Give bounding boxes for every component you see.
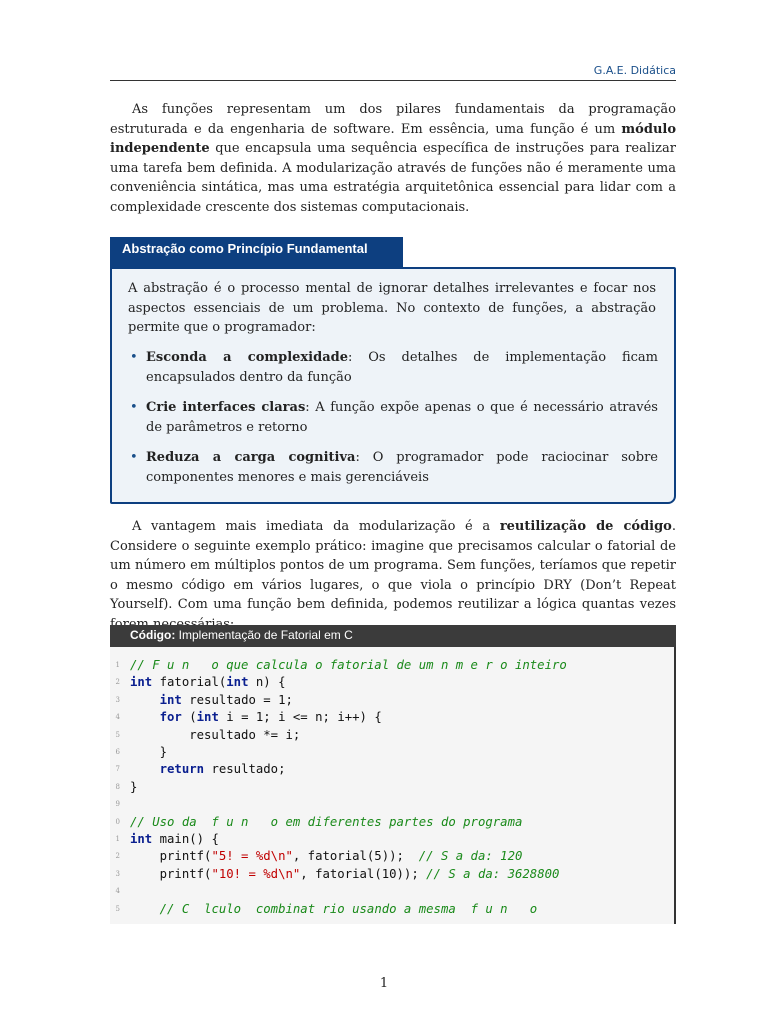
code-comment: // C lculo combinat rio usando a mesma f u n o xyxy=(159,901,538,916)
line-number: 3 xyxy=(115,695,120,704)
header-title: G.A.E. Didática xyxy=(593,64,676,77)
paragraph-bold-term: reutilização de código xyxy=(499,519,672,534)
code-token: main() { xyxy=(152,832,219,846)
paragraph-bold-term: módulo independente xyxy=(110,121,676,157)
code-token: resultado = 1; xyxy=(181,692,293,707)
bullet-term: Crie interfaces claras xyxy=(146,400,306,416)
code-text xyxy=(130,866,559,883)
line-number: 4 xyxy=(115,713,120,722)
line-number: 2 xyxy=(115,678,120,687)
code-line xyxy=(110,692,674,709)
line-number: 4 xyxy=(115,887,120,896)
code-text xyxy=(130,761,285,778)
code-text xyxy=(130,831,219,848)
bullet-icon: • xyxy=(130,400,138,416)
code-keyword: for xyxy=(159,710,182,725)
code-line xyxy=(110,901,674,918)
paragraph-text: A vantagem mais imediata da modularização é a xyxy=(132,519,500,534)
line-number: 6 xyxy=(115,748,120,756)
code-token: } xyxy=(130,779,138,794)
code-line xyxy=(110,674,674,691)
code-caption-text: Implementação de Fatorial em C xyxy=(175,628,353,642)
code-keyword: int xyxy=(130,832,153,846)
code-text xyxy=(130,814,522,831)
bullet-text: : Os detalhes de implementação ficam encapsulados dentro da função xyxy=(146,350,659,385)
code-text xyxy=(130,692,293,709)
bullet-term: Esconda a complexidade xyxy=(146,350,348,365)
code-comment: // F u n o que calcula o fatorial de um n m e r o inteiro xyxy=(130,658,567,672)
code-token xyxy=(130,710,160,724)
code-text xyxy=(130,727,300,744)
code-token xyxy=(130,762,160,776)
page-number: 1 xyxy=(379,976,389,991)
code-line xyxy=(110,727,674,744)
line-number: 3 xyxy=(115,869,120,878)
code-string: "5! = %d\n" xyxy=(211,849,293,864)
abstraction-box-intro: A abstração é o processo mental de ignorar detalhes irrelevantes e focar nos aspectos essenciais de um problema. No contexto de funções, a abstração permite que o programador: xyxy=(128,281,656,336)
code-caption-bar xyxy=(110,625,676,647)
code-comment: // S a da: 3628800 xyxy=(426,866,560,881)
code-line xyxy=(110,848,674,865)
line-number: 0 xyxy=(115,817,120,826)
line-number: 1 xyxy=(115,661,120,669)
code-text xyxy=(130,848,522,865)
bullet-icon: • xyxy=(130,450,138,466)
abstraction-bullet-list xyxy=(128,348,658,499)
bullet-term: Reduza a carga cognitiva xyxy=(146,450,356,466)
code-token: printf( xyxy=(130,849,212,864)
code-keyword: int xyxy=(196,710,219,725)
code-text xyxy=(130,674,286,691)
code-token xyxy=(130,902,160,916)
bullet-text: : A função expõe apenas o que é necessário através de parâmetros e retorno xyxy=(146,400,658,435)
bullet-item xyxy=(128,348,658,387)
line-number: 5 xyxy=(115,730,120,739)
code-caption-label: Código: xyxy=(130,628,176,642)
bullet-item xyxy=(128,448,658,487)
line-number: 9 xyxy=(115,800,120,809)
code-line xyxy=(110,866,674,883)
code-comment: // Uso da f u n o em diferentes partes do programa xyxy=(130,814,523,829)
intro-paragraph xyxy=(110,100,676,218)
reuse-paragraph xyxy=(110,517,676,635)
code-keyword: int xyxy=(226,675,249,690)
code-keyword: int xyxy=(159,692,182,707)
code-comment: // S a da: 120 xyxy=(418,849,523,864)
line-number: 5 xyxy=(115,904,120,913)
code-text xyxy=(130,709,382,726)
code-token: ( xyxy=(181,710,197,725)
code-line xyxy=(110,779,674,796)
code-line xyxy=(110,883,674,900)
code-token: n) { xyxy=(248,675,286,690)
code-line xyxy=(110,831,674,848)
code-token: printf( xyxy=(130,866,212,881)
bullet-icon: • xyxy=(130,350,138,365)
code-token: resultado; xyxy=(204,762,286,777)
line-number: 7 xyxy=(115,765,120,774)
code-token: i = 1; i <= n; i++) { xyxy=(218,710,382,725)
code-line xyxy=(110,814,674,831)
paragraph-text: As funções representam um dos pilares fundamentais da programação estruturada e da engenharia de software. Em essência, uma função é um xyxy=(110,102,676,137)
code-keyword: int xyxy=(130,675,153,690)
code-line xyxy=(110,709,674,726)
code-text xyxy=(130,744,167,761)
paragraph-text: . Considere o seguinte exemplo prático: imagine que precisamos calcular o fatorial de um número em múltiplos pontos de um programa. Sem funções, teríamos que repetir o mesmo código em vários lugares, o que viola o princípio DRY (Don’t Repeat Yourself). Com uma função bem definida, podemos reutilizar a lógica quantas vezes xyxy=(110,519,676,613)
code-keyword: return xyxy=(159,762,205,777)
code-line xyxy=(110,796,674,813)
code-text xyxy=(130,657,567,674)
code-string: "10! = %d\n" xyxy=(211,866,301,881)
code-token: resultado *= i; xyxy=(130,727,301,742)
code-text xyxy=(130,779,137,796)
code-line xyxy=(110,657,674,674)
line-number: 1 xyxy=(115,835,120,843)
code-text xyxy=(130,901,537,918)
line-number: 2 xyxy=(115,852,120,861)
bullet-item xyxy=(128,398,658,437)
line-number: 8 xyxy=(115,782,120,791)
code-line xyxy=(110,744,674,761)
code-token: , fatorial(5)); xyxy=(292,849,419,864)
code-token: , fatorial(10)); xyxy=(300,866,427,881)
code-listing xyxy=(110,647,676,924)
code-token: fatorial( xyxy=(152,675,227,690)
bullet-text: : O programador pode raciocinar sobre componentes menores e mais gerenciáveis xyxy=(146,450,658,485)
code-line xyxy=(110,761,674,778)
code-token xyxy=(130,693,160,707)
paragraph-text: que encapsula uma sequência específica de instruções para realizar uma tarefa bem definida. A modularização através de funções não é meramente uma conveniência sintática, mas uma estratégia arquitetônica essencial para lidar com a complexidade crescente dos sistemas computacionais. xyxy=(110,141,676,215)
page-header xyxy=(110,62,676,81)
code-token: } xyxy=(130,745,168,759)
abstraction-box-title: Abstração como Princípio Fundamental xyxy=(110,237,403,269)
